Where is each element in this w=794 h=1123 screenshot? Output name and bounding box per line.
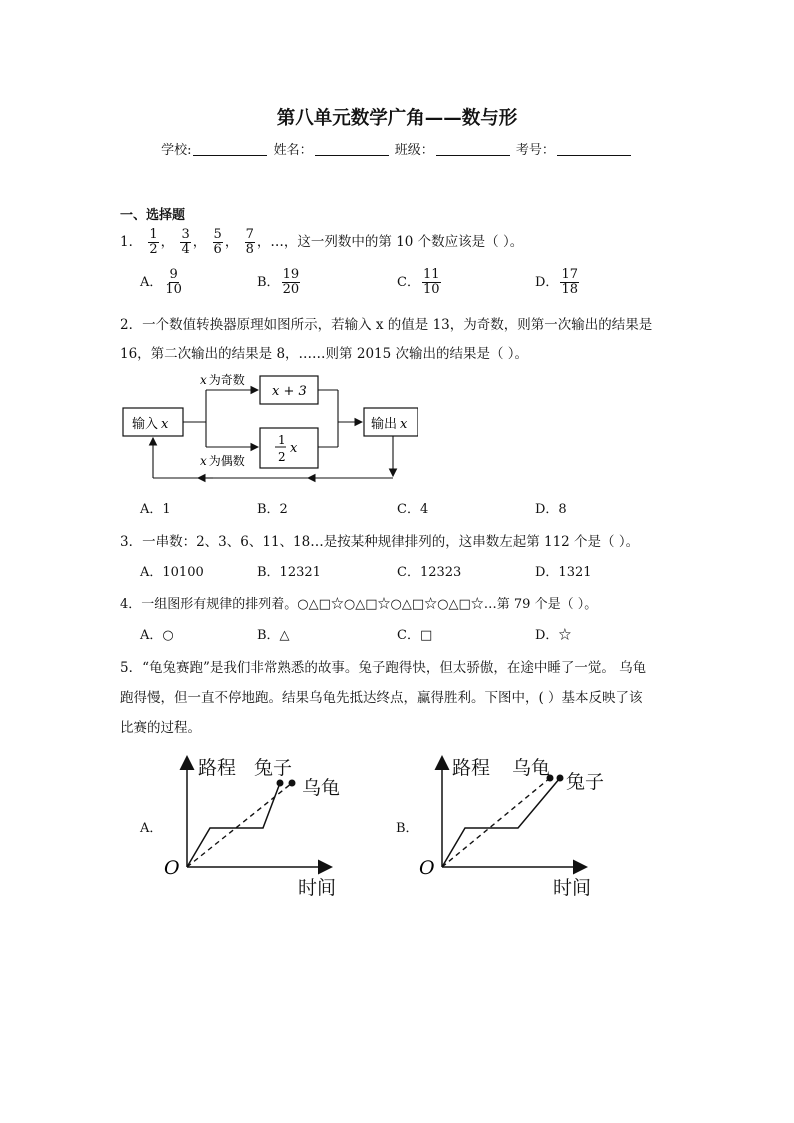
even-var: x xyxy=(290,441,298,456)
q3-option-b[interactable]: B．12321 xyxy=(257,565,321,580)
q1-option-a[interactable] xyxy=(140,268,185,297)
rabbit-label: 兔子 xyxy=(566,771,605,793)
tortoise-dot xyxy=(289,780,296,787)
tortoise-label: 乌龟 xyxy=(302,777,341,799)
q3-option-c[interactable]: C．12323 xyxy=(397,565,462,580)
q4-option-c[interactable]: C．□ xyxy=(397,628,433,643)
denominator: 8 xyxy=(245,242,254,257)
q1-option-d[interactable] xyxy=(535,268,581,297)
converter-diagram xyxy=(118,368,418,488)
q5-option-a[interactable]: A． xyxy=(140,821,163,836)
school-label: 学校: xyxy=(161,143,192,158)
rabbit-path xyxy=(442,778,560,867)
numerator: 3 xyxy=(181,227,190,242)
q4-option-b[interactable]: B．△ xyxy=(257,628,290,643)
q2-option-c[interactable]: C．4 xyxy=(397,502,429,517)
q3-option-d[interactable]: D．1321 xyxy=(535,565,592,580)
x-axis-label: 时间 xyxy=(298,877,337,899)
q2-option-a[interactable]: A．1 xyxy=(140,502,171,517)
question-5-line-3: 比赛的过程。 xyxy=(120,720,201,736)
option-label: C． xyxy=(397,275,420,290)
numerator: 9 xyxy=(169,267,178,282)
numerator: 17 xyxy=(561,267,578,282)
denominator: 18 xyxy=(561,282,578,297)
q2-option-b[interactable]: B．2 xyxy=(257,502,288,517)
numerator: 1 xyxy=(149,227,158,242)
fraction xyxy=(245,228,255,257)
output-label: 输出 x xyxy=(371,417,408,432)
origin-label: O xyxy=(419,857,435,879)
separator: ， xyxy=(160,234,175,250)
class-label: 班级： xyxy=(394,143,434,158)
tortoise-path xyxy=(187,783,292,867)
even-den: 2 xyxy=(278,450,286,464)
odd-label: x 为奇数 xyxy=(200,373,245,387)
even-label: x 为偶数 xyxy=(200,454,245,468)
even-box xyxy=(260,428,318,468)
question-5-line-1: 5．“龟兔赛跑”是我们非常熟悉的故事。兔子跑得快，但太骄傲，在途中睡了一觉。 乌龟 xyxy=(120,660,647,676)
numerator: 7 xyxy=(245,227,254,242)
x-axis-label: 时间 xyxy=(553,877,592,899)
exam-no-label: 考号： xyxy=(515,143,555,158)
denominator: 20 xyxy=(282,282,300,297)
option-label: A． xyxy=(140,275,163,290)
student-info-line xyxy=(0,139,794,158)
denominator: 2 xyxy=(149,242,158,257)
fraction xyxy=(148,228,158,257)
section-heading: 一、选择题 xyxy=(120,208,186,223)
denominator: 10 xyxy=(165,282,182,297)
fraction xyxy=(213,228,223,257)
rabbit-dot xyxy=(277,780,284,787)
numerator: 11 xyxy=(422,267,440,282)
rabbit-dot xyxy=(557,775,564,782)
question-4: 4．一组图形有规律的排列着。○△□☆○△□☆○△□☆○△□☆…第 79 个是（ ）。 xyxy=(120,597,598,612)
numerator: 5 xyxy=(213,227,222,242)
q3-option-a[interactable]: A．10100 xyxy=(140,565,204,580)
class-blank[interactable] xyxy=(436,143,510,156)
rabbit-path xyxy=(187,783,280,867)
option-label: B． xyxy=(257,275,280,290)
question-2-line-2: 16，第二次输出的结果是 8，……则第 2015 次输出的结果是（ ）。 xyxy=(120,346,529,362)
even-num: 1 xyxy=(278,433,286,447)
question-number: 1． xyxy=(120,234,143,250)
question-2-line-1: 2．一个数值转换器原理如图所示，若输入 x 的值是 13，为奇数，则第一次输出的结果是 xyxy=(120,317,653,333)
origin-label: O xyxy=(164,857,180,879)
denominator: 6 xyxy=(213,242,222,257)
denominator: 10 xyxy=(422,282,440,297)
tortoise-path xyxy=(442,778,550,867)
y-axis-label: 路程 xyxy=(198,757,237,779)
input-label: 输入 x xyxy=(132,417,169,432)
separator: ， xyxy=(192,234,207,250)
question-3: 3．一串数：2、3、6、11、18…是按某种规律排列的，这串数左起第 112 个是（ ）。 xyxy=(120,534,640,550)
fraction xyxy=(180,228,190,257)
school-blank[interactable] xyxy=(193,143,267,156)
odd-box-formula: x + 3 xyxy=(272,384,307,399)
q4-option-a[interactable]: A．○ xyxy=(140,628,174,643)
question-text: ，…，这一列数中的第 10 个数应该是（ ）。 xyxy=(256,234,524,250)
q4-option-d[interactable]: D．☆ xyxy=(535,628,572,643)
q5-option-b[interactable]: B． xyxy=(396,821,419,836)
name-blank[interactable] xyxy=(315,143,389,156)
rabbit-label: 兔子 xyxy=(254,757,293,779)
q2-option-d[interactable]: D．8 xyxy=(535,502,567,517)
denominator: 4 xyxy=(181,242,190,257)
numerator: 19 xyxy=(282,267,300,282)
q1-option-c[interactable] xyxy=(397,268,443,297)
q1-option-b[interactable] xyxy=(257,268,302,297)
name-label: 姓名： xyxy=(273,143,313,158)
exam-no-blank[interactable] xyxy=(557,143,631,156)
question-5-line-2: 跑得慢，但一直不停地跑。结果乌龟先抵达终点，赢得胜利。下图中，( ）基本反映了该 xyxy=(120,690,643,706)
question-1 xyxy=(120,228,523,257)
option-label: D． xyxy=(535,275,559,290)
y-axis-label: 路程 xyxy=(452,757,491,779)
tortoise-label: 乌龟 xyxy=(512,757,551,779)
separator: ， xyxy=(224,234,239,250)
page-title: 第八单元数学广角——数与形 xyxy=(276,108,518,129)
